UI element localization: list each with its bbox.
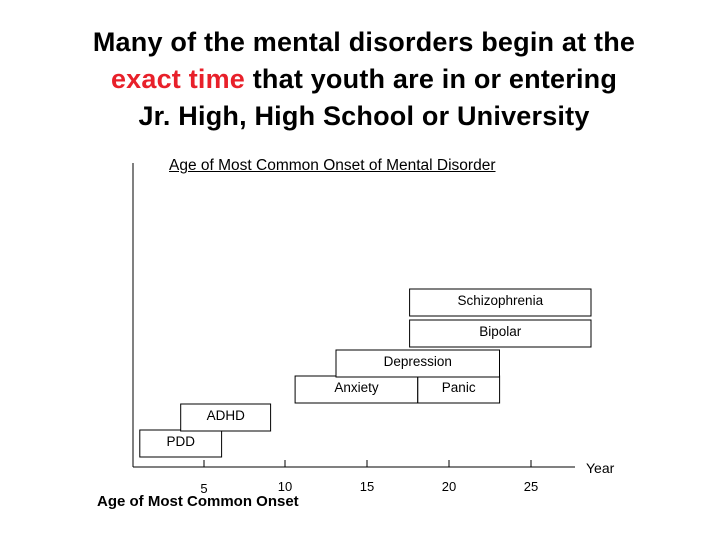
x-tick-label-5: 5 <box>200 481 208 496</box>
range-label-anxiety: Anxiety <box>334 380 379 395</box>
range-label-schizophrenia: Schizophrenia <box>457 293 544 308</box>
chart-title: Age of Most Common Onset of Mental Disorder <box>169 157 496 174</box>
range-label-depression: Depression <box>383 354 452 369</box>
x-tick-label-10: 10 <box>277 479 293 494</box>
slide-title-line-3: Jr. High, High School or University <box>138 101 590 131</box>
slide-title-line-1: Many of the mental disorders begin at the <box>92 27 636 57</box>
x-axis-title: Year <box>586 460 615 476</box>
slide-title-emphasis: exact time <box>110 64 246 94</box>
range-label-pdd: PDD <box>166 434 195 449</box>
bottom-axis-label: Age of Most Common Onset <box>97 493 299 510</box>
range-label-panic: Panic <box>441 380 476 395</box>
slide-title-line-2-rest: that youth are in or entering <box>252 64 618 94</box>
x-tick-label-25: 25 <box>523 479 539 494</box>
x-tick-label-15: 15 <box>359 479 375 494</box>
range-label-bipolar: Bipolar <box>479 324 522 339</box>
x-tick-label-20: 20 <box>441 479 457 494</box>
range-label-adhd: ADHD <box>206 408 245 423</box>
